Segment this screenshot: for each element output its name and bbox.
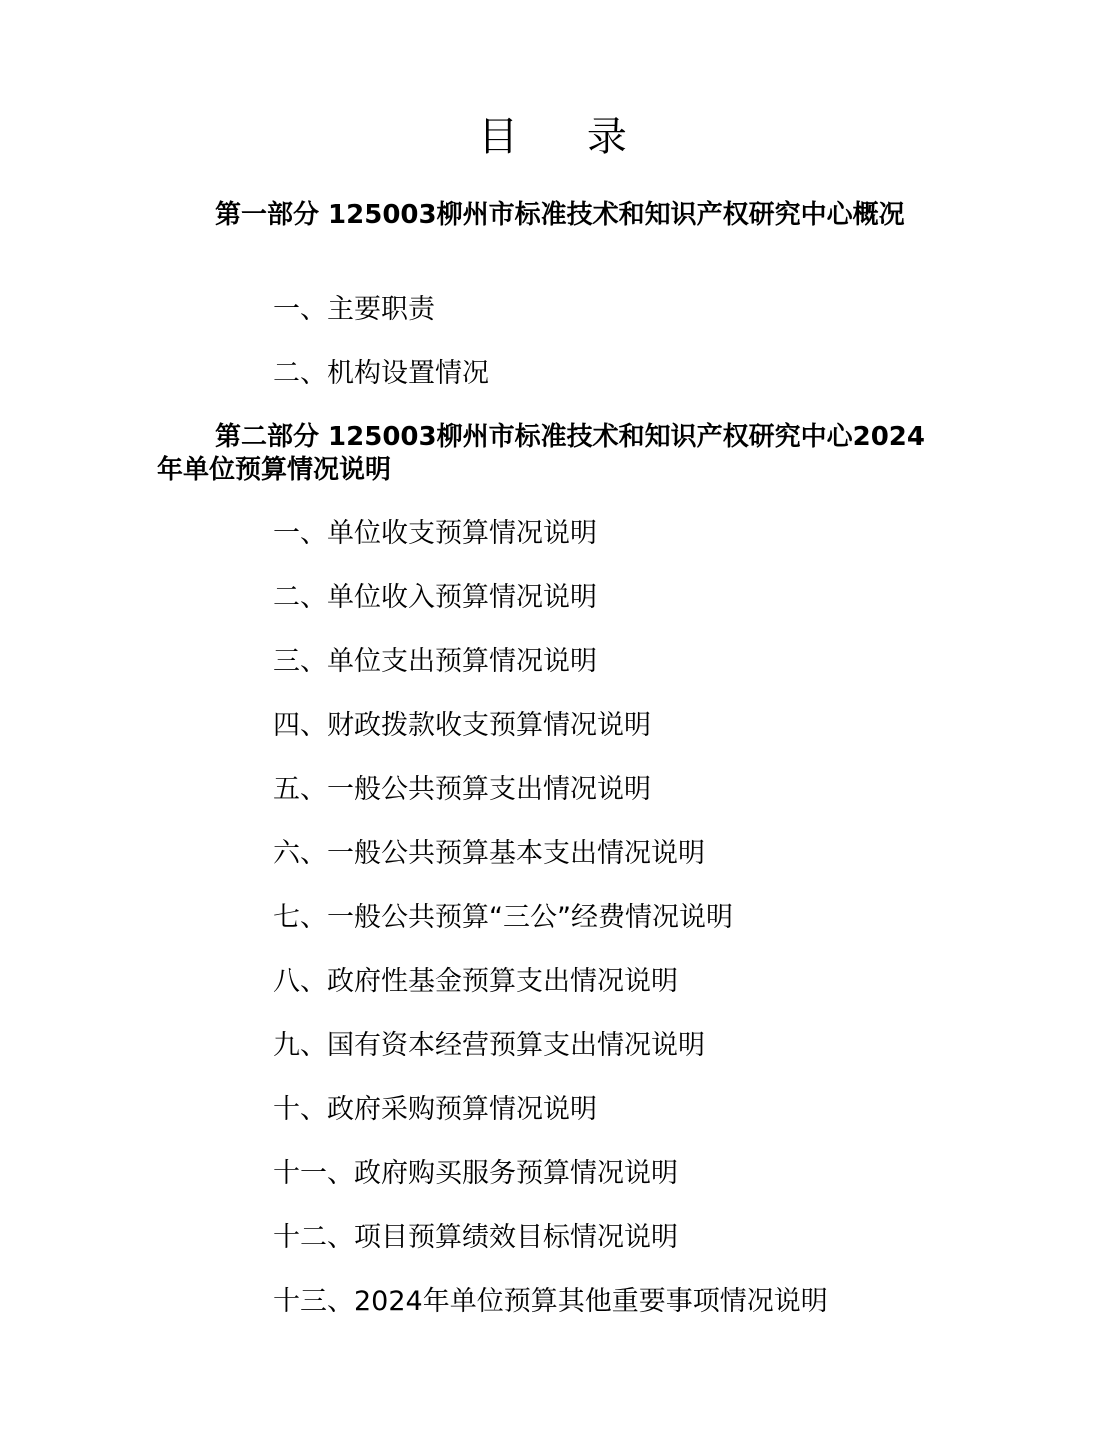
- toc-item-part2-5: 五、一般公共预算支出情况说明: [273, 774, 651, 805]
- toc-item-part2-13: 十三、2024年单位预算其他重要事项情况说明: [273, 1286, 828, 1317]
- toc-item-part1-1: 一、主要职责: [273, 294, 435, 325]
- toc-item-part2-9: 九、国有资本经营预算支出情况说明: [273, 1030, 705, 1061]
- part2-heading: 第二部分 125003柳州市标准技术和知识产权研究中心2024年单位预算情况说明: [157, 422, 925, 485]
- toc-item-part2-12: 十二、项目预算绩效目标情况说明: [273, 1222, 678, 1253]
- page-title: 目 录: [478, 114, 655, 160]
- toc-item-part2-4: 四、财政拨款收支预算情况说明: [273, 710, 651, 741]
- toc-item-part2-10: 十、政府采购预算情况说明: [273, 1094, 597, 1125]
- toc-item-part1-2: 二、机构设置情况: [273, 358, 489, 389]
- toc-item-part2-8: 八、政府性基金预算支出情况说明: [273, 966, 678, 997]
- toc-item-part2-2: 二、单位收入预算情况说明: [273, 582, 597, 613]
- toc-item-part2-11: 十一、政府购买服务预算情况说明: [273, 1158, 678, 1189]
- toc-item-part2-3: 三、单位支出预算情况说明: [273, 646, 597, 677]
- toc-item-part2-6: 六、一般公共预算基本支出情况说明: [273, 838, 705, 869]
- part1-heading: 第一部分 125003柳州市标准技术和知识产权研究中心概况: [215, 200, 905, 230]
- toc-item-part2-7: 七、一般公共预算“三公”经费情况说明: [273, 902, 733, 933]
- toc-item-part2-1: 一、单位收支预算情况说明: [273, 518, 597, 549]
